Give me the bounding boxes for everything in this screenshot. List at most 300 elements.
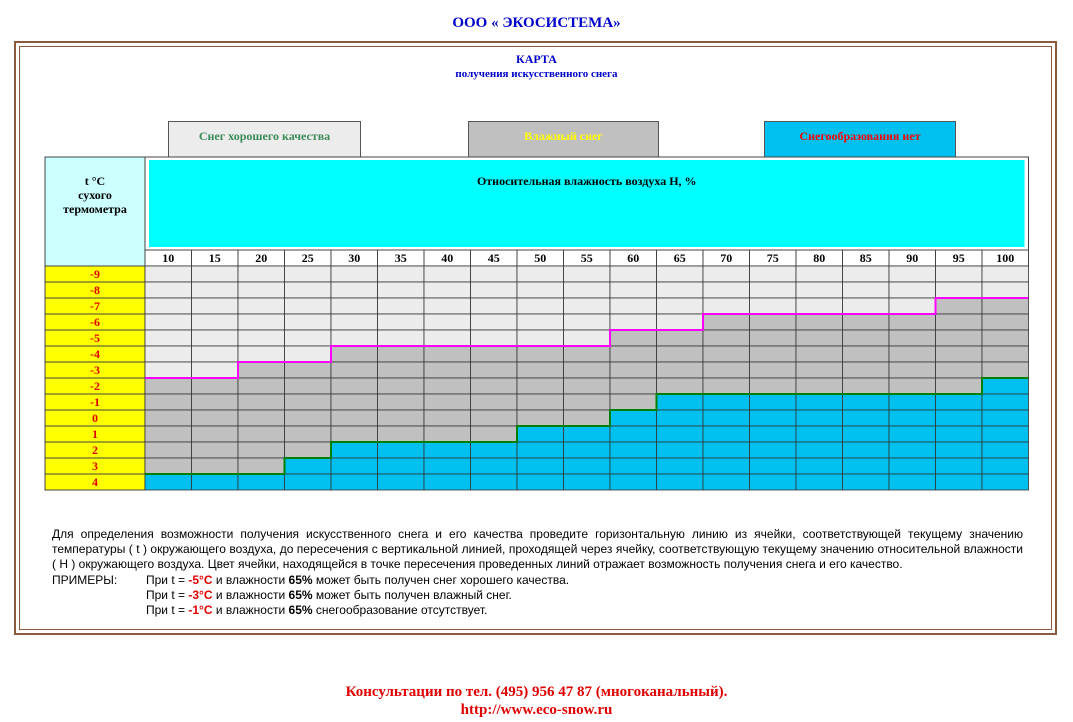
grid-cell [517,298,564,314]
grid-cell [610,298,657,314]
grid-cell [982,314,1029,330]
grid-cell [796,394,843,410]
grid-cell [657,330,704,346]
grid-cell [610,378,657,394]
humidity-label: 15 [208,251,221,265]
grid-cell [936,266,983,282]
grid-cell [471,266,518,282]
example-mid: и влажности [212,588,289,602]
company-name: ООО « ЭКОСИСТЕМА» [452,15,621,31]
grid-cell [424,378,471,394]
grid-cell [564,314,611,330]
temperature-label: -1 [90,395,100,409]
grid-cell [145,394,192,410]
grid-cell [145,442,192,458]
grid-cell [238,442,285,458]
temperature-label: -2 [90,379,100,393]
humidity-label: 30 [348,251,361,265]
grid-cell [750,298,797,314]
grid-cell [192,330,239,346]
grid-cell [378,442,425,458]
grid-cell [145,426,192,442]
grid-cell [517,282,564,298]
humidity-label: 55 [580,251,593,265]
grid-cell [564,394,611,410]
grid-cell [796,282,843,298]
row-header-label: сухого [78,188,112,202]
grid-cell [517,474,564,490]
grid-cell [285,266,332,282]
humidity-label: 45 [487,251,500,265]
temperature-label: 3 [92,459,98,473]
grid-cell [982,426,1029,442]
grid-cell [843,378,890,394]
humidity-label: 60 [627,251,640,265]
grid-cell [238,346,285,362]
grid-cell [285,442,332,458]
grid-cell [703,314,750,330]
grid-cell [424,266,471,282]
grid-cell [517,346,564,362]
example-prefix: При t = [146,603,189,617]
grid-cell [471,474,518,490]
example-prefix: При t = [146,573,189,587]
legend-none-label: Снегообразования нет [799,129,921,143]
grid-cell [424,458,471,474]
grid-cell [703,282,750,298]
grid-cell [796,266,843,282]
grid-cell [517,442,564,458]
grid-cell [796,362,843,378]
grid-cell [378,314,425,330]
grid-cell [610,282,657,298]
grid-cell [889,362,936,378]
chart-subtitle: получения искусственного снега [455,68,618,80]
temperature-label: -6 [90,315,100,329]
grid-cell [192,346,239,362]
grid-cell [982,442,1029,458]
grid-cell [145,458,192,474]
grid-cell [192,362,239,378]
grid-cell [750,394,797,410]
humidity-label: 100 [996,251,1015,265]
grid-cell [703,330,750,346]
grid-cell [843,458,890,474]
grid-cell [378,362,425,378]
grid-cell [564,442,611,458]
grid-cell [843,442,890,458]
grid-cell [610,314,657,330]
row-header-label: термометра [63,202,127,216]
grid-cell [750,314,797,330]
grid-cell [982,346,1029,362]
grid-cell [936,298,983,314]
grid-cell [889,378,936,394]
grid-cell [331,378,378,394]
grid-cell [610,410,657,426]
temperature-label: 1 [92,427,98,441]
legend-good-label: Снег хорошего качества [198,129,331,143]
grid-cell [517,314,564,330]
grid-cell [796,330,843,346]
chart-title: КАРТА [516,52,557,66]
grid-cell [657,298,704,314]
grid-cell [703,410,750,426]
humidity-label: 65 [673,251,686,265]
humidity-label: 50 [534,251,547,265]
grid-cell [192,282,239,298]
grid-cell [517,362,564,378]
temperature-label: -5 [90,331,100,345]
grid-cell [843,410,890,426]
grid-cell [843,266,890,282]
grid-cell [657,266,704,282]
grid-cell [936,346,983,362]
grid-cell [703,442,750,458]
example-temp: -3°С [188,588,213,602]
temperature-label: -3 [90,363,100,377]
humidity-label: 25 [301,251,314,265]
grid-cell [285,362,332,378]
grid-cell [238,426,285,442]
grid-cell [796,426,843,442]
grid-cell [703,394,750,410]
grid-cell [982,378,1029,394]
grid-cell [471,378,518,394]
grid-cell [331,426,378,442]
grid-cell [331,362,378,378]
grid-cell [471,426,518,442]
grid-cell [378,298,425,314]
grid-cell [936,458,983,474]
grid-cell [471,314,518,330]
grid-cell [517,378,564,394]
grid-cell [750,282,797,298]
grid-cell [471,394,518,410]
grid-cell [564,426,611,442]
grid-cell [982,394,1029,410]
footer-url[interactable]: http://www.eco-snow.ru [460,702,613,718]
grid-cell [657,442,704,458]
grid-cell [517,394,564,410]
grid-cell [843,314,890,330]
grid-cell [238,458,285,474]
temperature-label: 0 [92,411,98,425]
grid-cell [796,298,843,314]
grid-cell [982,362,1029,378]
grid-cell [378,426,425,442]
grid-cell [889,410,936,426]
grid-cell [796,378,843,394]
example-suffix: может быть получен влажный снег. [312,588,512,602]
grid-cell [517,266,564,282]
grid-cell [378,346,425,362]
grid-cell [424,346,471,362]
grid-cell [750,474,797,490]
grid-cell [703,474,750,490]
grid-cell [843,330,890,346]
grid-cell [610,474,657,490]
grid-cell [331,442,378,458]
grid-cell [331,298,378,314]
grid-cell [657,314,704,330]
grid-cell [378,474,425,490]
temperature-label: -8 [90,283,100,297]
grid-cell [145,282,192,298]
humidity-label: 20 [255,251,268,265]
grid-cell [657,458,704,474]
grid-cell [796,346,843,362]
grid-cell [378,378,425,394]
grid-cell [285,426,332,442]
grid-cell [238,378,285,394]
grid-cell [889,298,936,314]
grid-cell [471,282,518,298]
grid-cell [796,442,843,458]
example-suffix: может быть получен снег хорошего качества. [312,573,570,587]
grid-cell [331,266,378,282]
grid-cell [471,362,518,378]
grid-cell [145,266,192,282]
grid-cell [564,330,611,346]
example-mid: и влажности [212,603,289,617]
grid-cell [424,426,471,442]
grid-cell [517,410,564,426]
grid-cell [889,426,936,442]
grid-cell [285,394,332,410]
grid-cell [192,266,239,282]
grid-cell [471,298,518,314]
humidity-label: 10 [162,251,175,265]
grid-cell [889,442,936,458]
grid-cell [285,330,332,346]
grid-cell [192,394,239,410]
grid-cell [889,474,936,490]
description-text: Для определения возможности получения искусственного снега и его качества проведите горизонтальную линию из ячейки, соответствующей текущему значению температуры ( t ) окружающего воздуха, до пересечения с вертикальной линией, проходящей через ячейку, соответствующую текущему значению относительной влажности ( Н ) окружающего воздуха. Цвет ячейки, находящейся в точке пересечения проведенных линий отражает возможность получения снега и его качество. [52,527,1023,571]
temperature-label: -4 [90,347,100,361]
grid-cell [285,410,332,426]
example-line [146,588,512,603]
grid-cell [750,426,797,442]
grid-cell [889,346,936,362]
grid-cell [610,330,657,346]
grid-cell [285,474,332,490]
grid-cell [192,426,239,442]
grid-cell [610,266,657,282]
grid-cell [471,410,518,426]
grid-cell [703,346,750,362]
grid-cell [750,330,797,346]
grid-cell [378,266,425,282]
grid-cell [564,458,611,474]
grid-cell [331,474,378,490]
grid-cell [889,266,936,282]
grid-cell [424,282,471,298]
grid-cell [936,474,983,490]
grid-cell [936,330,983,346]
grid-cell [192,298,239,314]
grid-cell [750,266,797,282]
example-humidity: 65% [288,603,313,617]
grid-cell [192,474,239,490]
grid-cell [145,346,192,362]
grid-cell [517,330,564,346]
grid-cell [657,394,704,410]
example-temp: -1°С [188,603,213,617]
grid-cell [331,394,378,410]
example-suffix: снегообразование отсутствует. [312,603,488,617]
grid-cell [517,458,564,474]
grid-cell [982,330,1029,346]
grid-cell [285,282,332,298]
example-line [146,573,569,588]
grid-cell [703,426,750,442]
grid-cell [378,394,425,410]
grid-cell [750,362,797,378]
grid-cell [657,362,704,378]
grid-cell [238,282,285,298]
grid-cell [564,378,611,394]
row-header-label: t °C [84,174,106,188]
grid-cell [331,410,378,426]
example-humidity: 65% [288,573,313,587]
grid-cell [145,362,192,378]
grid-cell [564,298,611,314]
grid-cell [982,266,1029,282]
grid-cell [936,394,983,410]
grid-cell [424,410,471,426]
grid-cell [982,410,1029,426]
grid-cell [471,330,518,346]
grid-cell [145,298,192,314]
humidity-label: 75 [766,251,779,265]
grid-cell [796,314,843,330]
grid-cell [703,378,750,394]
humidity-label: 35 [394,251,407,265]
grid-cell [145,378,192,394]
grid-cell [238,474,285,490]
example-line [146,603,487,618]
grid-cell [285,378,332,394]
humidity-label: 95 [952,251,965,265]
grid-cell [564,410,611,426]
column-header-label: Относительная влажность воздуха Н, % [476,174,697,188]
grid-cell [982,282,1029,298]
grid-cell [610,458,657,474]
grid-cell [285,346,332,362]
grid-cell [378,330,425,346]
footer-phone: Консультации по тел. (495) 956 47 87 (многоканальный). [345,684,728,700]
grid-cell [843,426,890,442]
grid-cell [145,314,192,330]
grid-cell [424,394,471,410]
grid-cell [657,346,704,362]
grid-cell [238,394,285,410]
grid-cell [703,266,750,282]
grid-cell [564,282,611,298]
grid-cell [610,426,657,442]
grid-cell [889,330,936,346]
grid-cell [610,362,657,378]
humidity-label: 90 [906,251,919,265]
grid-cell [471,458,518,474]
grid-cell [238,266,285,282]
grid-cell [424,362,471,378]
grid-cell [517,426,564,442]
grid-cell [331,346,378,362]
humidity-label: 40 [441,251,454,265]
grid-cell [331,282,378,298]
humidity-label: 70 [720,251,733,265]
grid-cell [982,298,1029,314]
grid-cell [145,474,192,490]
grid-cell [378,458,425,474]
grid-cell [424,474,471,490]
grid-cell [238,314,285,330]
grid-cell [378,282,425,298]
grid-cell [657,410,704,426]
grid-cell [564,474,611,490]
grid-cell [238,330,285,346]
grid-cell [238,298,285,314]
grid-cell [378,410,425,426]
grid-cell [703,298,750,314]
grid-cell [936,362,983,378]
grid-cell [471,346,518,362]
grid-cell [657,282,704,298]
grid-cell [471,442,518,458]
grid-cell [331,458,378,474]
temperature-label: 2 [92,443,98,457]
grid-cell [657,474,704,490]
grid-cell [843,298,890,314]
grid-cell [936,442,983,458]
grid-cell [843,474,890,490]
grid-cell [796,458,843,474]
grid-cell [936,410,983,426]
grid-cell [564,362,611,378]
temperature-label: -7 [90,299,100,313]
grid-cell [936,314,983,330]
grid-cell [192,410,239,426]
grid-cell [657,378,704,394]
grid-cell [564,346,611,362]
grid-cell [936,426,983,442]
grid-cell [192,314,239,330]
grid-cell [238,362,285,378]
grid-cell [982,458,1029,474]
grid-cell [610,394,657,410]
grid-cell [564,266,611,282]
grid-cell [889,458,936,474]
grid-cell [750,410,797,426]
grid-cell [238,410,285,426]
grid-cell [750,458,797,474]
grid-cell [145,330,192,346]
temperature-label: -9 [90,267,100,281]
grid-cell [936,378,983,394]
humidity-label: 80 [813,251,826,265]
example-humidity: 65% [288,588,313,602]
grid-cell [796,410,843,426]
grid-cell [331,330,378,346]
examples-label: ПРИМЕРЫ: [52,573,118,587]
grid-cell [424,314,471,330]
grid-cell [192,442,239,458]
legend-wet-label: Влажный снег [524,129,603,143]
grid-cell [285,298,332,314]
temperature-label: 4 [92,475,98,489]
